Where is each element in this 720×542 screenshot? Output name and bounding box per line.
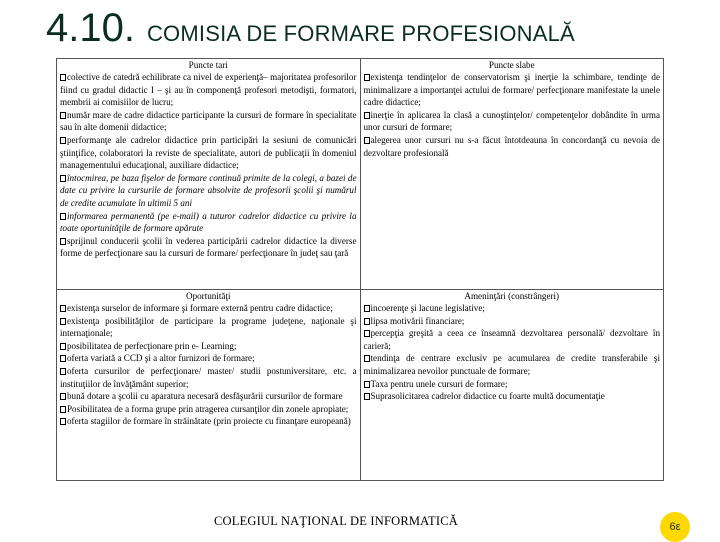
list-item: Taxa pentru unele cursuri de formare; <box>364 378 661 391</box>
list-item: percepţia greşită a ceea ce înseamnă dezvoltarea personală/ dezvoltare în carieră; <box>363 328 660 351</box>
list-item: Posibilitatea de a forma grupe prin atragerea cursanţilor din zonele apropiate; <box>60 403 357 416</box>
checkbox-icon <box>60 318 66 325</box>
list-item: oferta stagiilor de formare în străinătate (prin proiecte cu finanţare europeană) <box>60 415 357 428</box>
list-item: informarea permanentă (pe e-mail) a tuturor cadrelor didactice cu privire la toate oportunităţile de formare apărute <box>60 210 357 234</box>
checkbox-icon <box>60 418 66 425</box>
swot-row-external <box>57 290 664 481</box>
weaknesses-cell <box>360 59 664 290</box>
list-item: sprijinul conducerii şcolii în vederea participării cadrelor didactice la diverse forme de perfecţionare sau la cursuri de formare/ perfecţionare în judeţ sau ţară <box>60 235 357 259</box>
threats-cell <box>360 290 664 481</box>
opportunities-heading: Oportunităţi <box>186 291 231 301</box>
list-item: oferta cursurilor de perfecţionare/ master/ studii postuniversitare, etc. a instituţiilor de învăţământ superior; <box>60 365 357 389</box>
list-item: existenţa surselor de informare şi formare externă pentru cadre didactice; <box>60 302 357 315</box>
weaknesses-heading: Puncte slabe <box>488 60 535 70</box>
swot-table <box>56 58 664 481</box>
list-item: lipsa motivării financiare; <box>364 315 661 328</box>
checkbox-icon <box>60 112 66 119</box>
section-title: COMISIA DE FORMARE PROFESIONALĂ <box>146 21 575 46</box>
checkbox-icon <box>364 393 370 400</box>
checkbox-icon <box>364 112 370 119</box>
section-number: 4.10. <box>46 6 135 50</box>
checkbox-icon <box>364 305 370 312</box>
checkbox-icon <box>60 355 66 362</box>
strengths-heading: Puncte tari <box>188 60 228 70</box>
list-item: număr mare de cadre didactice participante la cursuri de formare în specialitate sau în alte domenii didactice; <box>60 109 357 133</box>
checkbox-icon <box>60 406 66 413</box>
list-item: performanţe ale cadrelor didactice prin participări la sesiuni de comunicări ştiinţifice, colaboratori la reviste de specialitate, autori de publicaţii în domeniul managementului educaţional, auxiliare didactice; <box>60 134 357 171</box>
checkbox-icon <box>364 355 370 362</box>
footer-institution: COLEGIUL NAŢIONAL DE INFORMATICĂ <box>214 514 458 528</box>
slide-title <box>46 6 575 54</box>
checkbox-icon <box>364 381 370 388</box>
list-item: întocmirea, pe baza fişelor de formare continuă primite de la colegi, a bazei de date cu privire la cursurile de formare absolvite de profesorii şcolii şi numărul de credite acumulate în ultimii 5 ani <box>60 172 357 208</box>
checkbox-icon <box>60 343 66 350</box>
threats-heading: Ameninţări (constrângeri) <box>464 291 560 301</box>
list-item: inerţie în aplicarea la clasă a cunoştinţelor/ competenţelor dobândite în urma unor cursuri de formare; <box>363 109 660 133</box>
list-item: bună dotare a şcolii cu aparatura necesară desfăşurării cursurilor de formare <box>60 390 357 403</box>
checkbox-icon <box>60 305 66 312</box>
checkbox-icon <box>60 213 66 220</box>
checkbox-icon <box>364 318 370 325</box>
list-item: existenţa posibilităţilor de participare la programe judeţene, naţionale şi internaţionale; <box>60 315 357 339</box>
list-item: incoerenţe şi lacune legislative; <box>364 302 661 315</box>
checkbox-icon <box>60 238 66 245</box>
list-item: Suprasolicitarea cadrelor didactice cu foarte multă documentaţie <box>364 390 661 403</box>
opportunities-cell <box>57 290 361 481</box>
page-number-badge <box>660 512 690 542</box>
checkbox-icon <box>60 175 66 182</box>
checkbox-icon <box>364 137 370 144</box>
checkbox-icon <box>364 330 370 337</box>
checkbox-icon <box>60 74 66 81</box>
checkbox-icon <box>364 74 370 81</box>
list-item: colective de catedră echilibrate ca nivel de experienţă– majoritatea profesorilor fiind cu gradul didactic I – şi au în componenţă profesori metodişti, formatori, membrii ai comisiilor de lucru; <box>60 72 357 108</box>
list-item: existenţa tendinţelor de conservatorism şi inerţie la schimbare, tendinţe de minimalizare a importanţei actului de formare/ perfecţionare manifestate la unele cadre didactice; <box>363 72 660 108</box>
checkbox-icon <box>60 137 66 144</box>
checkbox-icon <box>60 368 66 375</box>
page-number: 6ε <box>669 521 681 533</box>
swot-row-internal <box>57 59 664 290</box>
checkbox-icon <box>60 393 66 400</box>
list-item: alegerea unor cursuri nu s-a făcut întotdeauna în concordanţă cu nevoia de dezvoltare profesională <box>363 134 660 158</box>
strengths-cell <box>57 59 361 290</box>
list-item: oferta variată a CCD şi a altor furnizori de formare; <box>60 352 357 365</box>
list-item: tendinţa de centrare exclusiv pe acumularea de credite transferabile şi minimalizarea nevoilor punctuale de formare; <box>363 353 660 376</box>
list-item: posibilitatea de perfecţionare prin e- Learning; <box>60 340 357 353</box>
